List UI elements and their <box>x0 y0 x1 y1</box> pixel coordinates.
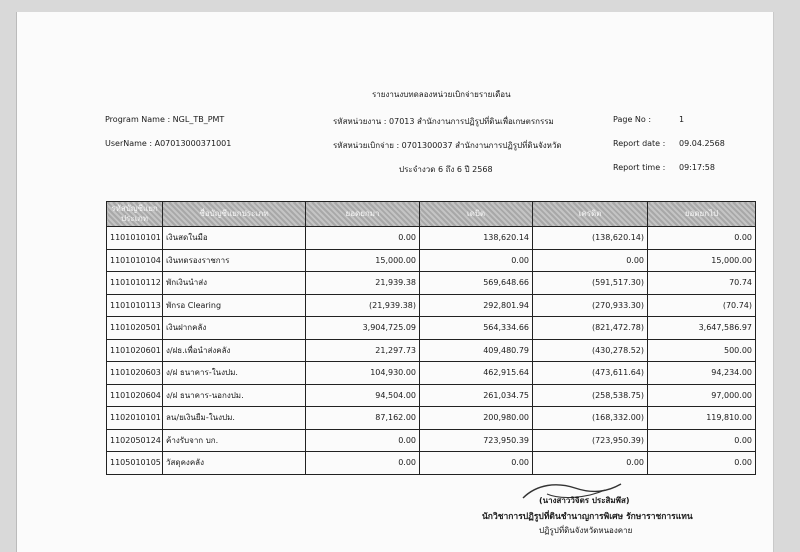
cell-opening-balance: 0.00 <box>306 429 420 452</box>
cell-closing-balance: 0.00 <box>648 429 756 452</box>
date-label: Report date : <box>613 139 666 148</box>
program-name: Program Name : NGL_TB_PMT <box>105 115 225 124</box>
page-label: Page No : <box>613 115 652 124</box>
cell-opening-balance: (21,939.38) <box>306 294 420 317</box>
table-row <box>107 429 756 452</box>
report-period: ประจำงวด 6 ถึง 6 ปี 2568 <box>399 165 493 174</box>
cell-opening-balance: 0.00 <box>306 227 420 250</box>
cell-closing-balance: 15,000.00 <box>648 249 756 272</box>
cell-account-code: 1101020603 <box>107 362 163 385</box>
cell-credit: (591,517.30) <box>533 272 648 295</box>
cell-debit: 564,334.66 <box>420 317 533 340</box>
cell-debit: 292,801.94 <box>420 294 533 317</box>
report-page <box>16 12 774 552</box>
cell-closing-balance: (70.74) <box>648 294 756 317</box>
cell-credit: (168,332.00) <box>533 407 648 430</box>
table-row <box>107 362 756 385</box>
cell-account-name: พักรอ Clearing <box>163 294 306 317</box>
cell-credit: (723,950.39) <box>533 429 648 452</box>
cell-credit: 0.00 <box>533 452 648 475</box>
signature-name: (นางสาววิจิตร ประสิมพึส) <box>539 496 630 505</box>
cell-account-name: พักเงินนำส่ง <box>163 272 306 295</box>
cell-account-name: ง/ฝ ธนาคาร-นอกงปม. <box>163 384 306 407</box>
cell-closing-balance: 0.00 <box>648 227 756 250</box>
header-opening-balance: ยอดยกมา <box>306 202 420 227</box>
signature-position: นักวิชาการปฏิรูปที่ดินชำนาญการพิเศษ รักษาราชการแทน <box>482 512 693 522</box>
cell-credit: (473,611.64) <box>533 362 648 385</box>
cell-account-name: ง/ฝ ธนาคาร-ในงปม. <box>163 362 306 385</box>
cell-account-code: 1101010104 <box>107 249 163 272</box>
table-body <box>107 227 756 475</box>
cell-account-name: ค้างรับจาก บก. <box>163 429 306 452</box>
table-row <box>107 339 756 362</box>
cell-debit: 138,620.14 <box>420 227 533 250</box>
cell-account-code: 1101010112 <box>107 272 163 295</box>
table-row <box>107 249 756 272</box>
table-row <box>107 272 756 295</box>
table-row <box>107 407 756 430</box>
cell-account-code: 1102010101 <box>107 407 163 430</box>
cell-debit: 0.00 <box>420 452 533 475</box>
agency-line: รหัสหน่วยงาน : 07013 สำนักงานการปฏิรูปที่ดินเพื่อเกษตรกรรม <box>333 117 554 126</box>
cell-debit: 261,034.75 <box>420 384 533 407</box>
table-row <box>107 294 756 317</box>
cell-closing-balance: 500.00 <box>648 339 756 362</box>
table-row <box>107 384 756 407</box>
disbursing-unit-line: รหัสหน่วยเบิกจ่าย : 0701300037 สำนักงานการปฏิรูปที่ดินจังหวัด <box>333 141 562 150</box>
cell-credit: (258,538.75) <box>533 384 648 407</box>
cell-credit: (430,278.52) <box>533 339 648 362</box>
cell-closing-balance: 70.74 <box>648 272 756 295</box>
cell-opening-balance: 104,930.00 <box>306 362 420 385</box>
report-title: รายงานงบทดลองหน่วยเบิกจ่ายรายเดือน <box>372 90 511 99</box>
cell-opening-balance: 21,939.38 <box>306 272 420 295</box>
cell-closing-balance: 3,647,586.97 <box>648 317 756 340</box>
cell-closing-balance: 97,000.00 <box>648 384 756 407</box>
cell-opening-balance: 15,000.00 <box>306 249 420 272</box>
cell-account-code: 1102050124 <box>107 429 163 452</box>
page-value: 1 <box>679 115 685 124</box>
cell-account-code: 1101010113 <box>107 294 163 317</box>
header-account-code: รหัสบัญชีแยกประเภท <box>107 202 163 227</box>
header-credit: เครดิต <box>533 202 648 227</box>
table-row <box>107 227 756 250</box>
cell-credit: (138,620.14) <box>533 227 648 250</box>
signature-department: ปฏิรูปที่ดินจังหวัดหนองคาย <box>539 526 633 535</box>
cell-closing-balance: 119,810.00 <box>648 407 756 430</box>
cell-account-code: 1101020604 <box>107 384 163 407</box>
date-value: 09.04.2568 <box>679 139 725 148</box>
table-row <box>107 317 756 340</box>
cell-account-name: ง/ฝธ.เพื่อนำส่งคลัง <box>163 339 306 362</box>
cell-debit: 200,980.00 <box>420 407 533 430</box>
time-label: Report time : <box>613 163 666 172</box>
cell-opening-balance: 94,504.00 <box>306 384 420 407</box>
cell-account-name: วัสดุคงคลัง <box>163 452 306 475</box>
header-closing-balance: ยอดยกไป <box>648 202 756 227</box>
cell-debit: 569,648.66 <box>420 272 533 295</box>
cell-opening-balance: 3,904,725.09 <box>306 317 420 340</box>
cell-account-code: 1101020601 <box>107 339 163 362</box>
cell-account-name: ลน/ยเงินยืม-ในงปม. <box>163 407 306 430</box>
cell-closing-balance: 94,234.00 <box>648 362 756 385</box>
cell-account-name: เงินทดรองราชการ <box>163 249 306 272</box>
table-header-row <box>107 202 756 227</box>
cell-closing-balance: 0.00 <box>648 452 756 475</box>
cell-account-code: 1101010101 <box>107 227 163 250</box>
table-row <box>107 452 756 475</box>
username: UserName : A07013000371001 <box>105 139 232 148</box>
time-value: 09:17:58 <box>679 163 715 172</box>
cell-account-code: 1105010105 <box>107 452 163 475</box>
cell-opening-balance: 0.00 <box>306 452 420 475</box>
cell-account-name: เงินฝากคลัง <box>163 317 306 340</box>
cell-debit: 409,480.79 <box>420 339 533 362</box>
cell-debit: 462,915.64 <box>420 362 533 385</box>
cell-credit: (821,472.78) <box>533 317 648 340</box>
cell-credit: (270,933.30) <box>533 294 648 317</box>
cell-opening-balance: 87,162.00 <box>306 407 420 430</box>
cell-account-name: เงินสดในมือ <box>163 227 306 250</box>
cell-debit: 0.00 <box>420 249 533 272</box>
header-account-name: ชื่อบัญชีแยกประเภท <box>163 202 306 227</box>
header-debit: เดบิต <box>420 202 533 227</box>
cell-credit: 0.00 <box>533 249 648 272</box>
cell-opening-balance: 21,297.73 <box>306 339 420 362</box>
cell-debit: 723,950.39 <box>420 429 533 452</box>
cell-account-code: 1101020501 <box>107 317 163 340</box>
trial-balance-table <box>106 201 756 475</box>
